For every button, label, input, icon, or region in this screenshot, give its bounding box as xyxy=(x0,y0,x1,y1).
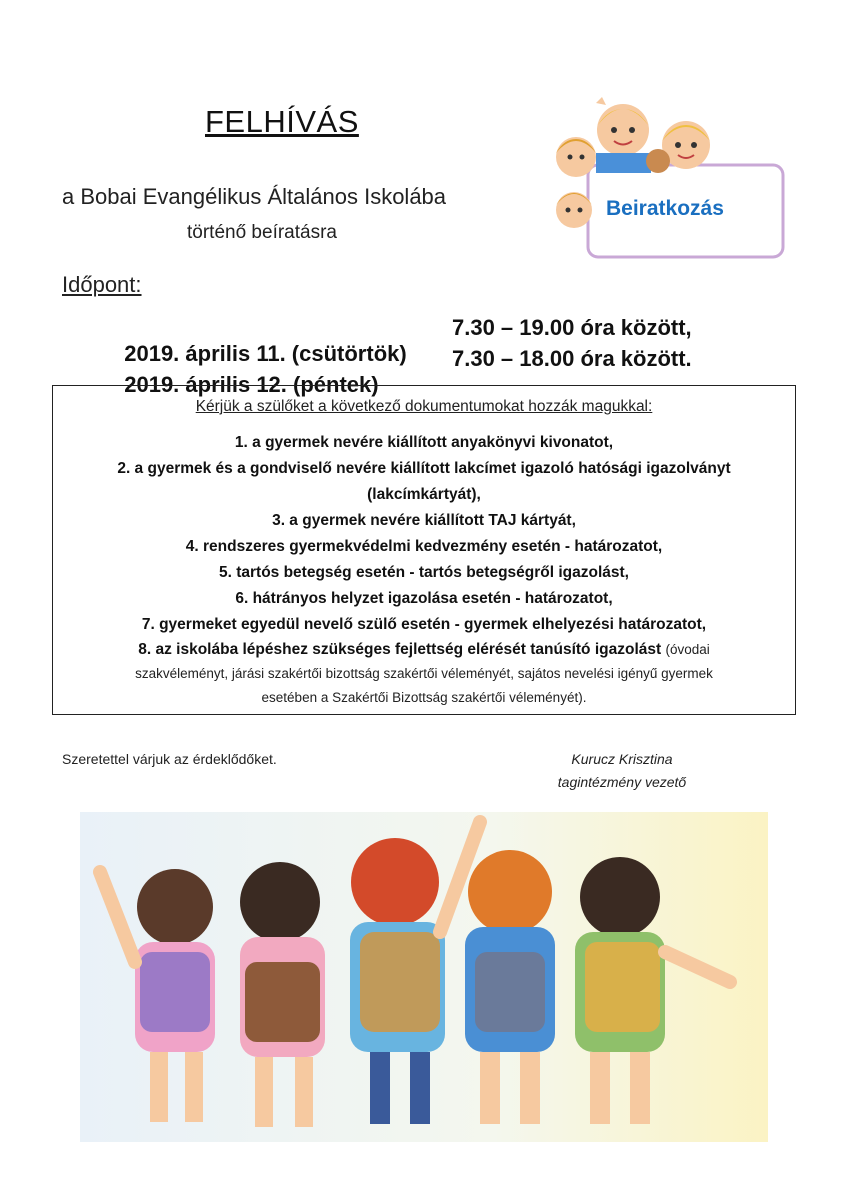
documents-list xyxy=(53,430,795,710)
children-walking-icon xyxy=(80,812,768,1142)
badge-label: Beiratkozás xyxy=(606,197,724,220)
kids-badge-icon xyxy=(548,95,788,265)
document-item: 2. a gyermek és a gondviselő nevére kiállított lakcímet igazoló hatósági igazolványt xyxy=(117,460,731,477)
document-item-last-bold: 8. az iskolába lépéshez szükséges fejlettség elérését tanúsító igazolást xyxy=(138,641,662,658)
greeting-text: Szeretettel várjuk az érdeklődőket. xyxy=(62,751,277,767)
document-item: 3. a gyermek nevére kiállított TAJ kártyát, xyxy=(272,512,576,529)
page-title: FELHÍVÁS xyxy=(205,104,359,139)
document-item: 4. rendszeres gyermekvédelmi kedvezmény esetén - határozatot, xyxy=(185,538,663,555)
document-item-last xyxy=(53,638,795,662)
document-item: (lakcímkártyát), xyxy=(367,486,481,503)
enrollment-badge-illustration xyxy=(548,95,788,265)
documents-box xyxy=(52,385,796,715)
document-item: 6. hátrányos helyzet igazolása esetén - határozatot, xyxy=(235,590,613,607)
document-item-last-note-2: szakvéleményt, járási szakértői bizottság szakértői véleményét, sajátos nevelési igényű gyermek xyxy=(135,666,713,681)
document-item-last-note-1: (óvodai xyxy=(665,642,710,657)
schedule-time-2: 7.30 – 18.00 óra között. xyxy=(452,346,692,371)
children-illustration xyxy=(80,812,768,1142)
schedule-day-2: 2019. április 12. (péntek) xyxy=(124,372,379,397)
document-item-last-note-3: esetében a Szakértői Bizottság szakértői véleményét). xyxy=(261,690,587,705)
document-item: 7. gyermeket egyedül nevelő szülő esetén - gyermek elhelyezési határozatot, xyxy=(141,616,707,633)
time-label: Időpont: xyxy=(62,272,142,297)
schedule-day-1: 2019. április 11. (csütörtök) xyxy=(124,341,407,366)
documents-intro: Kérjük a szülőket a következő dokumentumokat hozzák magukkal: xyxy=(195,398,653,415)
schedule-time-1: 7.30 – 19.00 óra között, xyxy=(452,315,692,340)
signer-title: tagintézmény vezető xyxy=(557,774,687,790)
signer-name: Kurucz Krisztina xyxy=(571,751,673,767)
purpose-text: történő beíratásra xyxy=(187,222,337,243)
school-name: a Bobai Evangélikus Általános Iskolába xyxy=(62,184,447,209)
document-item: 1. a gyermek nevére kiállított anyakönyvi kivonatot, xyxy=(234,434,614,451)
document-item: 5. tartós betegség esetén - tartós betegségről igazolást, xyxy=(218,564,629,581)
